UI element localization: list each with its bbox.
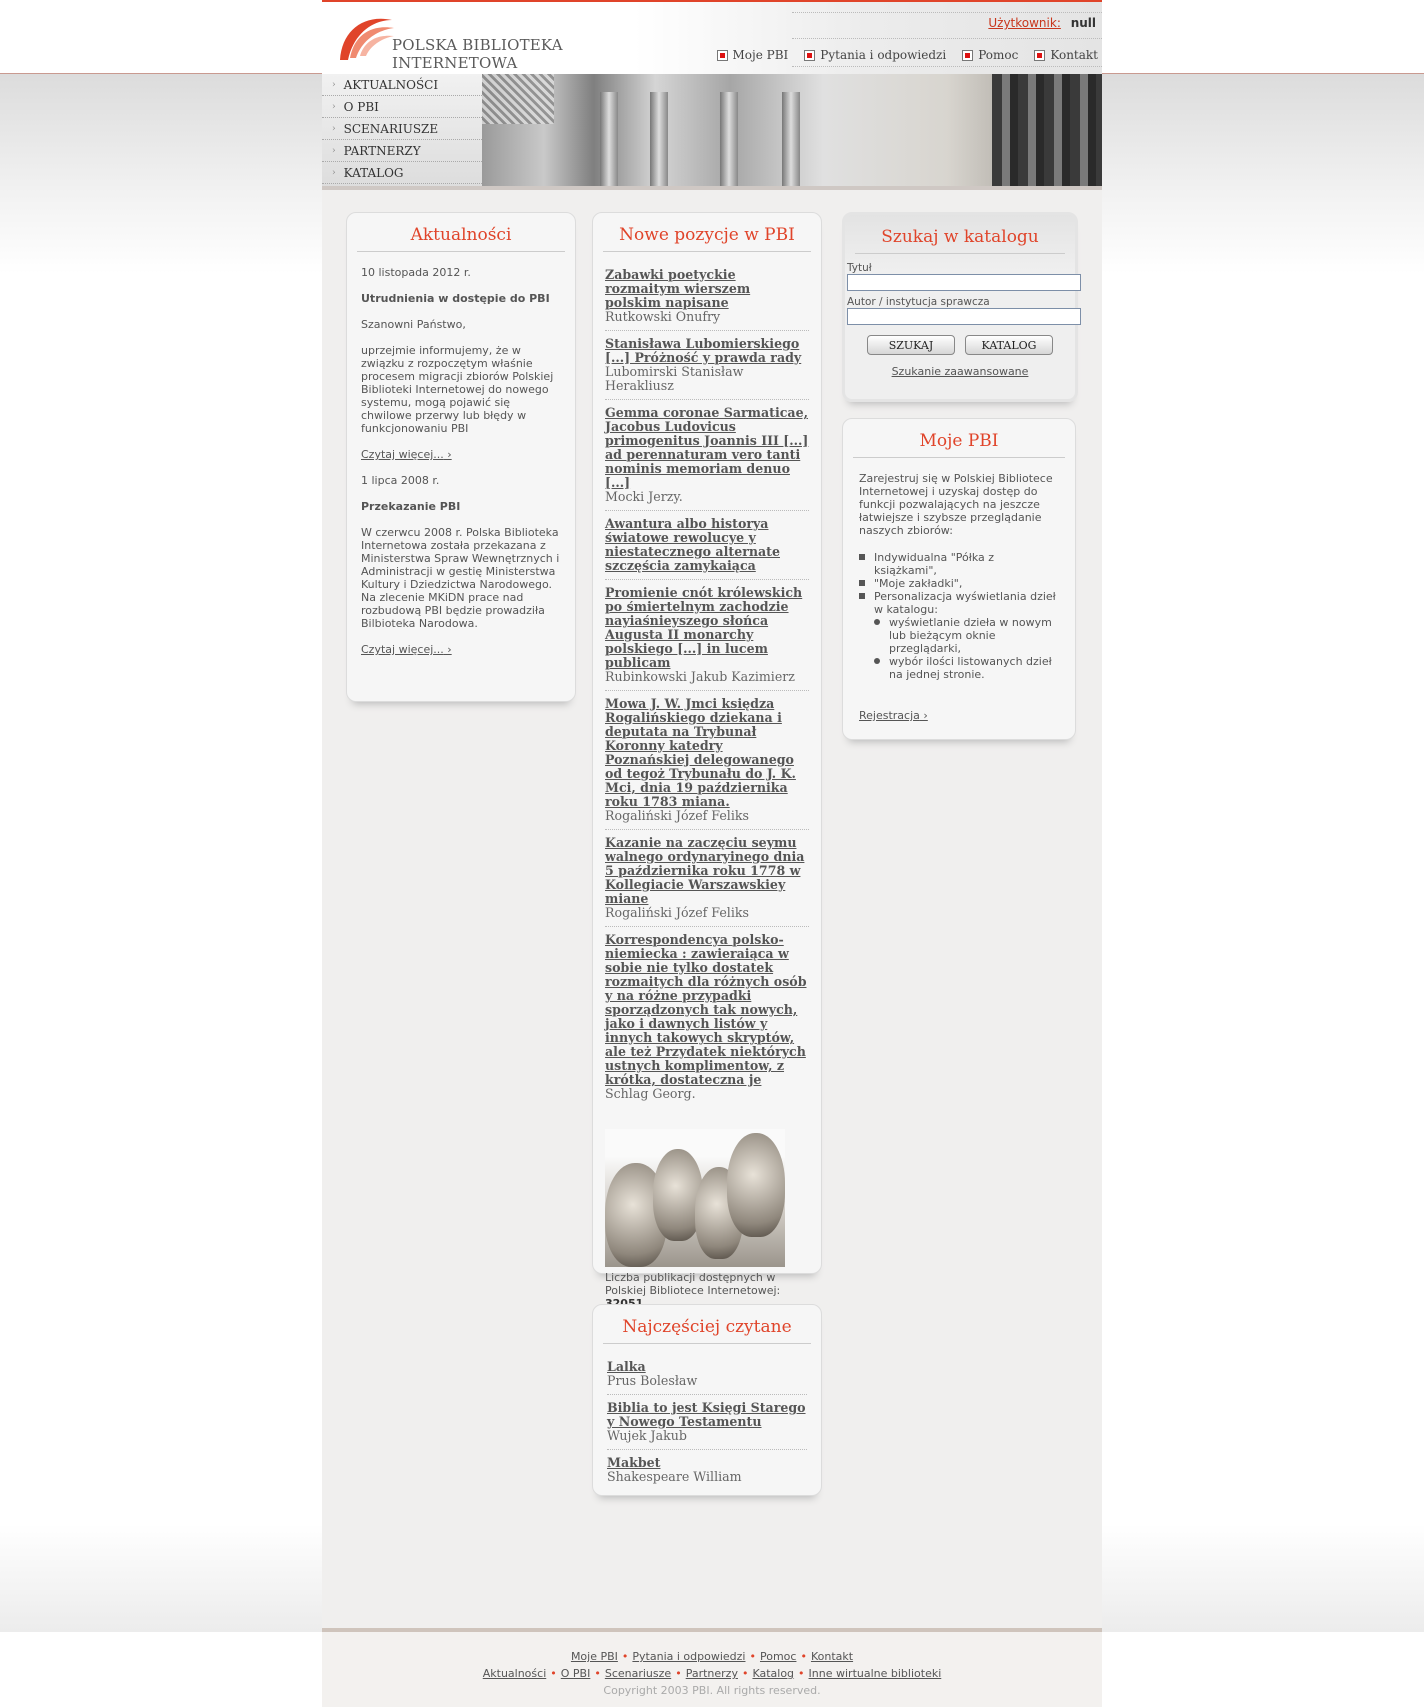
- menu-item-scenarios[interactable]: › SCENARIUSZE: [322, 118, 482, 140]
- register-link[interactable]: Rejestracja ›: [859, 709, 928, 722]
- list-item: [605, 586, 809, 691]
- title-field-label: Tytuł: [847, 262, 872, 274]
- new-positions-title: Nowe pozycje w PBI: [603, 225, 811, 252]
- book-author: Shakespeare William: [607, 1469, 742, 1484]
- feature-item: Indywidualna "Półka z książkami",: [859, 551, 1059, 577]
- menu-item-about[interactable]: › O PBI: [322, 96, 482, 118]
- catalog-button[interactable]: KATALOG: [965, 335, 1053, 355]
- sub-feature-item: wybór ilości listowanych dzieł na jednej stronie.: [874, 655, 1059, 681]
- top-nav-help[interactable]: Pomoc: [962, 48, 1018, 62]
- books-decoration: [992, 74, 1102, 186]
- most-read-panel: [592, 1304, 822, 1496]
- separator-dot: •: [798, 1667, 805, 1680]
- list-item: [605, 406, 809, 511]
- book-title-link[interactable]: Kazanie na zaczęciu seymu walnego ordynaryinego dnia 5 października roku 1778 w Kollegiacie Warszawskiey miane: [605, 835, 805, 906]
- separator-dot: •: [550, 1667, 557, 1680]
- header-divider: [792, 38, 1102, 39]
- copyright: Copyright 2003 PBI. All rights reserved.: [603, 1684, 821, 1697]
- list-item: [607, 1360, 807, 1395]
- most-read-list: [593, 1344, 821, 1490]
- book-title-link[interactable]: Makbet: [607, 1455, 661, 1470]
- book-title-link[interactable]: Stanisława Lubomierskiego [...] Próżność y prawda rady: [605, 336, 802, 365]
- catalog-search-panel: [842, 212, 1078, 402]
- header-divider: [792, 66, 1102, 67]
- sub-feature-item: wyświetlanie dzieła w nowym lub bieżącym oknie przeglądarki,: [874, 616, 1059, 655]
- news-text: uprzejmie informujemy, że w związku z rozpoczętym właśnie procesem migracji zbiorów Polskiej Biblioteki Internetowej do nowego systemu, mogą pojawić się chwilowe przerwy lub błędy w funkcjonowaniu PBI: [361, 344, 554, 435]
- book-title-link[interactable]: Gemma coronae Sarmaticae, Jacobus Ludovicus primogenitus Joannis III [...] ad perennaturam vero tanti nominis memoriam denuo [...]: [605, 405, 809, 490]
- footer-link-partners[interactable]: Partnerzy: [685, 1667, 738, 1680]
- book-author: Rutkowski Onufry: [605, 309, 721, 324]
- news-text: W czerwcu 2008 r. Polska Biblioteka Internetowa została przekazana z Ministerstwa Spraw Wewnętrznych i Administracji w gestię Ministerstwa Kultury i Dziedzictwa Narodowego. Na zlecenie MKiDN prace nad rozbudową PBI będzie prowadziła Bilbioteka Narodowa.: [361, 526, 560, 630]
- arrow-icon: ›: [332, 167, 336, 178]
- most-read-title: Najczęściej czytane: [603, 1317, 811, 1344]
- book-author: Wujek Jakub: [607, 1428, 687, 1443]
- menu-item-news[interactable]: › AKTUALNOŚCI: [322, 74, 482, 96]
- footer-link-faq[interactable]: Pytania i odpowiedzi: [632, 1650, 746, 1663]
- moje-pbi-intro: Zarejestruj się w Polskiej Bibliotece Internetowej i uzyskaj dostęp do funkcji pozwalających na jeszcze łatwiejsze i szybsze przeglądanie naszych zbiorów:: [859, 472, 1053, 537]
- footer-link-contact[interactable]: Kontakt: [810, 1650, 854, 1663]
- top-nav-faq[interactable]: Pytania i odpowiedzi: [804, 48, 946, 62]
- publication-count-label: Liczba publikacji dostępnych w Polskiej Bibliotece Internetowej:: [605, 1271, 781, 1297]
- footer-nav-secondary: [322, 1665, 1102, 1682]
- new-positions-list: [593, 252, 821, 1107]
- separator-dot: •: [621, 1650, 629, 1663]
- separator-dot: •: [741, 1667, 749, 1680]
- moje-pbi-title: Moje PBI: [853, 431, 1065, 458]
- news-date: 10 listopada 2012 r.: [361, 266, 471, 279]
- book-title-link[interactable]: Biblia to jest Księgi Starego y Nowego Testamentu: [607, 1400, 806, 1429]
- face-decoration: [727, 1133, 785, 1237]
- book-title-link[interactable]: Promienie cnót królewskich po śmiertelnym zachodzie nayiaśnieyszego słońca Augusta II monarchy polskiego [...] in lucem publicam: [605, 585, 803, 670]
- book-title-link[interactable]: Zabawki poetyckie rozmaitym wierszem polskim napisane: [605, 267, 751, 310]
- title-input[interactable]: [847, 274, 1081, 291]
- header-divider: [792, 12, 1102, 13]
- logo[interactable]: [334, 10, 614, 72]
- sub-feature-list: [874, 616, 1059, 681]
- top-nav-moje-pbi[interactable]: Moje PBI: [717, 48, 789, 62]
- arrow-icon: ›: [332, 145, 336, 156]
- banner-image: [482, 74, 1102, 186]
- feature-item: Personalizacja wyświetlania dzieł w katalogu: wyświetlanie dzieła w nowym lub bieżącym oknie przeglądarki, wybór ilości listowanych dzieł na jednej stronie.: [859, 590, 1059, 681]
- separator-dot: •: [800, 1650, 807, 1663]
- book-author: Schlag Georg.: [605, 1086, 696, 1101]
- book-author: Prus Bolesław: [607, 1373, 698, 1388]
- news-heading: Przekazanie PBI: [361, 500, 461, 513]
- moje-pbi-panel: [842, 418, 1076, 740]
- book-author: Lubomirski Stanisław Herakliusz: [605, 364, 744, 393]
- author-input[interactable]: [847, 308, 1081, 325]
- footer: [322, 1628, 1102, 1707]
- book-title-link[interactable]: Lalka: [607, 1359, 646, 1374]
- book-title-link[interactable]: Mowa J. W. Jmci księdza Rogalińskiego dziekana i deputata na Trybunał Koronny katedry Poznańskiej delegowanego od tegoż Trybunału do J. K. Mci, dnia 19 października roku 1783 miana.: [605, 696, 796, 809]
- book-title-link[interactable]: Korrespondencya polsko-niemiecka : zawieraiąca w sobie nie tylko dostatek rozmaitych dla różnych osób y na różne przypadki sporządzonych tak nowych, jako i dawnych listów y innych takowych skryptów, ale też Przydatek niektórych ustnych komplimentow, z krótka, dostateczna je: [605, 932, 807, 1087]
- book-author: Mocki Jerzy.: [605, 489, 683, 504]
- list-item: [605, 268, 809, 331]
- news-greeting: Szanowni Państwo,: [361, 318, 466, 331]
- pillar-decoration: [782, 92, 800, 186]
- news-panel: [346, 212, 576, 702]
- square-bullet-icon: [962, 50, 973, 61]
- news-title: Aktualności: [357, 225, 565, 252]
- search-title: Szukaj w katalogu: [855, 227, 1065, 254]
- square-bullet-icon: [804, 50, 815, 61]
- author-field-label: Autor / instytucja sprawcza: [847, 296, 990, 308]
- footer-link-help[interactable]: Pomoc: [759, 1650, 797, 1663]
- advanced-search-link[interactable]: Szukanie zaawansowane: [891, 365, 1029, 378]
- side-menu: [322, 74, 482, 186]
- arrow-icon: ›: [332, 79, 336, 90]
- square-bullet-icon: [717, 50, 728, 61]
- pillar-decoration: [650, 92, 668, 186]
- arrow-icon: ›: [332, 123, 336, 134]
- separator-dot: •: [749, 1650, 756, 1663]
- pillar-decoration: [600, 92, 618, 186]
- feature-list: [859, 551, 1059, 681]
- user-status: [988, 16, 1096, 30]
- pillar-decoration: [720, 92, 738, 186]
- menu-item-catalog[interactable]: › KATALOG: [322, 162, 482, 184]
- news-date: 1 lipca 2008 r.: [361, 474, 440, 487]
- list-item: [607, 1401, 807, 1450]
- separator-dot: •: [594, 1667, 601, 1680]
- footer-link-catalog[interactable]: Katalog: [752, 1667, 795, 1680]
- logo-text: POLSKA BIBLIOTEKA INTERNETOWA: [392, 36, 563, 72]
- page: [322, 0, 1102, 1707]
- list-item: [607, 1456, 807, 1490]
- footer-link-scenarios[interactable]: Scenariusze: [604, 1667, 672, 1680]
- user-value: null: [1070, 16, 1096, 30]
- news-heading: Utrudnienia w dostępie do PBI: [361, 292, 550, 305]
- footer-link-other-libraries[interactable]: Inne wirtualne biblioteki: [808, 1667, 942, 1680]
- menu-item-partners[interactable]: › PARTNERZY: [322, 140, 482, 162]
- top-nav-contact[interactable]: Kontakt: [1034, 48, 1098, 62]
- list-item: [605, 517, 809, 580]
- arrow-icon: ›: [332, 101, 336, 112]
- list-item: [605, 933, 809, 1107]
- list-item: [605, 836, 809, 927]
- search-button[interactable]: SZUKAJ: [867, 335, 955, 355]
- book-author: Rubinkowski Jakub Kazimierz: [605, 669, 795, 684]
- book-author: Rogaliński Józef Feliks: [605, 808, 749, 823]
- book-author: Rogaliński Józef Feliks: [605, 905, 749, 920]
- new-positions-panel: [592, 212, 822, 1297]
- lattice-decoration: [482, 74, 554, 124]
- logo-icon: [334, 10, 396, 64]
- book-title-link[interactable]: Awantura albo historya światowe rewolucye y niestatecznego alternate szczęścia zamykaiąca: [605, 516, 780, 573]
- list-item: [605, 337, 809, 400]
- header: [322, 0, 1102, 74]
- footer-nav-primary: [322, 1648, 1102, 1665]
- footer-link-news[interactable]: Aktualności: [482, 1667, 547, 1680]
- feature-item: "Moje zakładki",: [859, 577, 1059, 590]
- user-link[interactable]: Użytkownik:: [988, 16, 1061, 30]
- footer-link-about[interactable]: O PBI: [560, 1667, 591, 1680]
- footer-link-moje-pbi[interactable]: Moje PBI: [570, 1650, 618, 1663]
- list-item: [605, 697, 809, 830]
- square-bullet-icon: [1034, 50, 1045, 61]
- read-more-link[interactable]: Czytaj więcej... ›: [361, 643, 452, 656]
- top-nav: [717, 48, 1098, 62]
- separator-dot: •: [675, 1667, 682, 1680]
- banner: [322, 74, 1102, 190]
- team-photo: [605, 1129, 785, 1267]
- read-more-link[interactable]: Czytaj więcej... ›: [361, 448, 452, 461]
